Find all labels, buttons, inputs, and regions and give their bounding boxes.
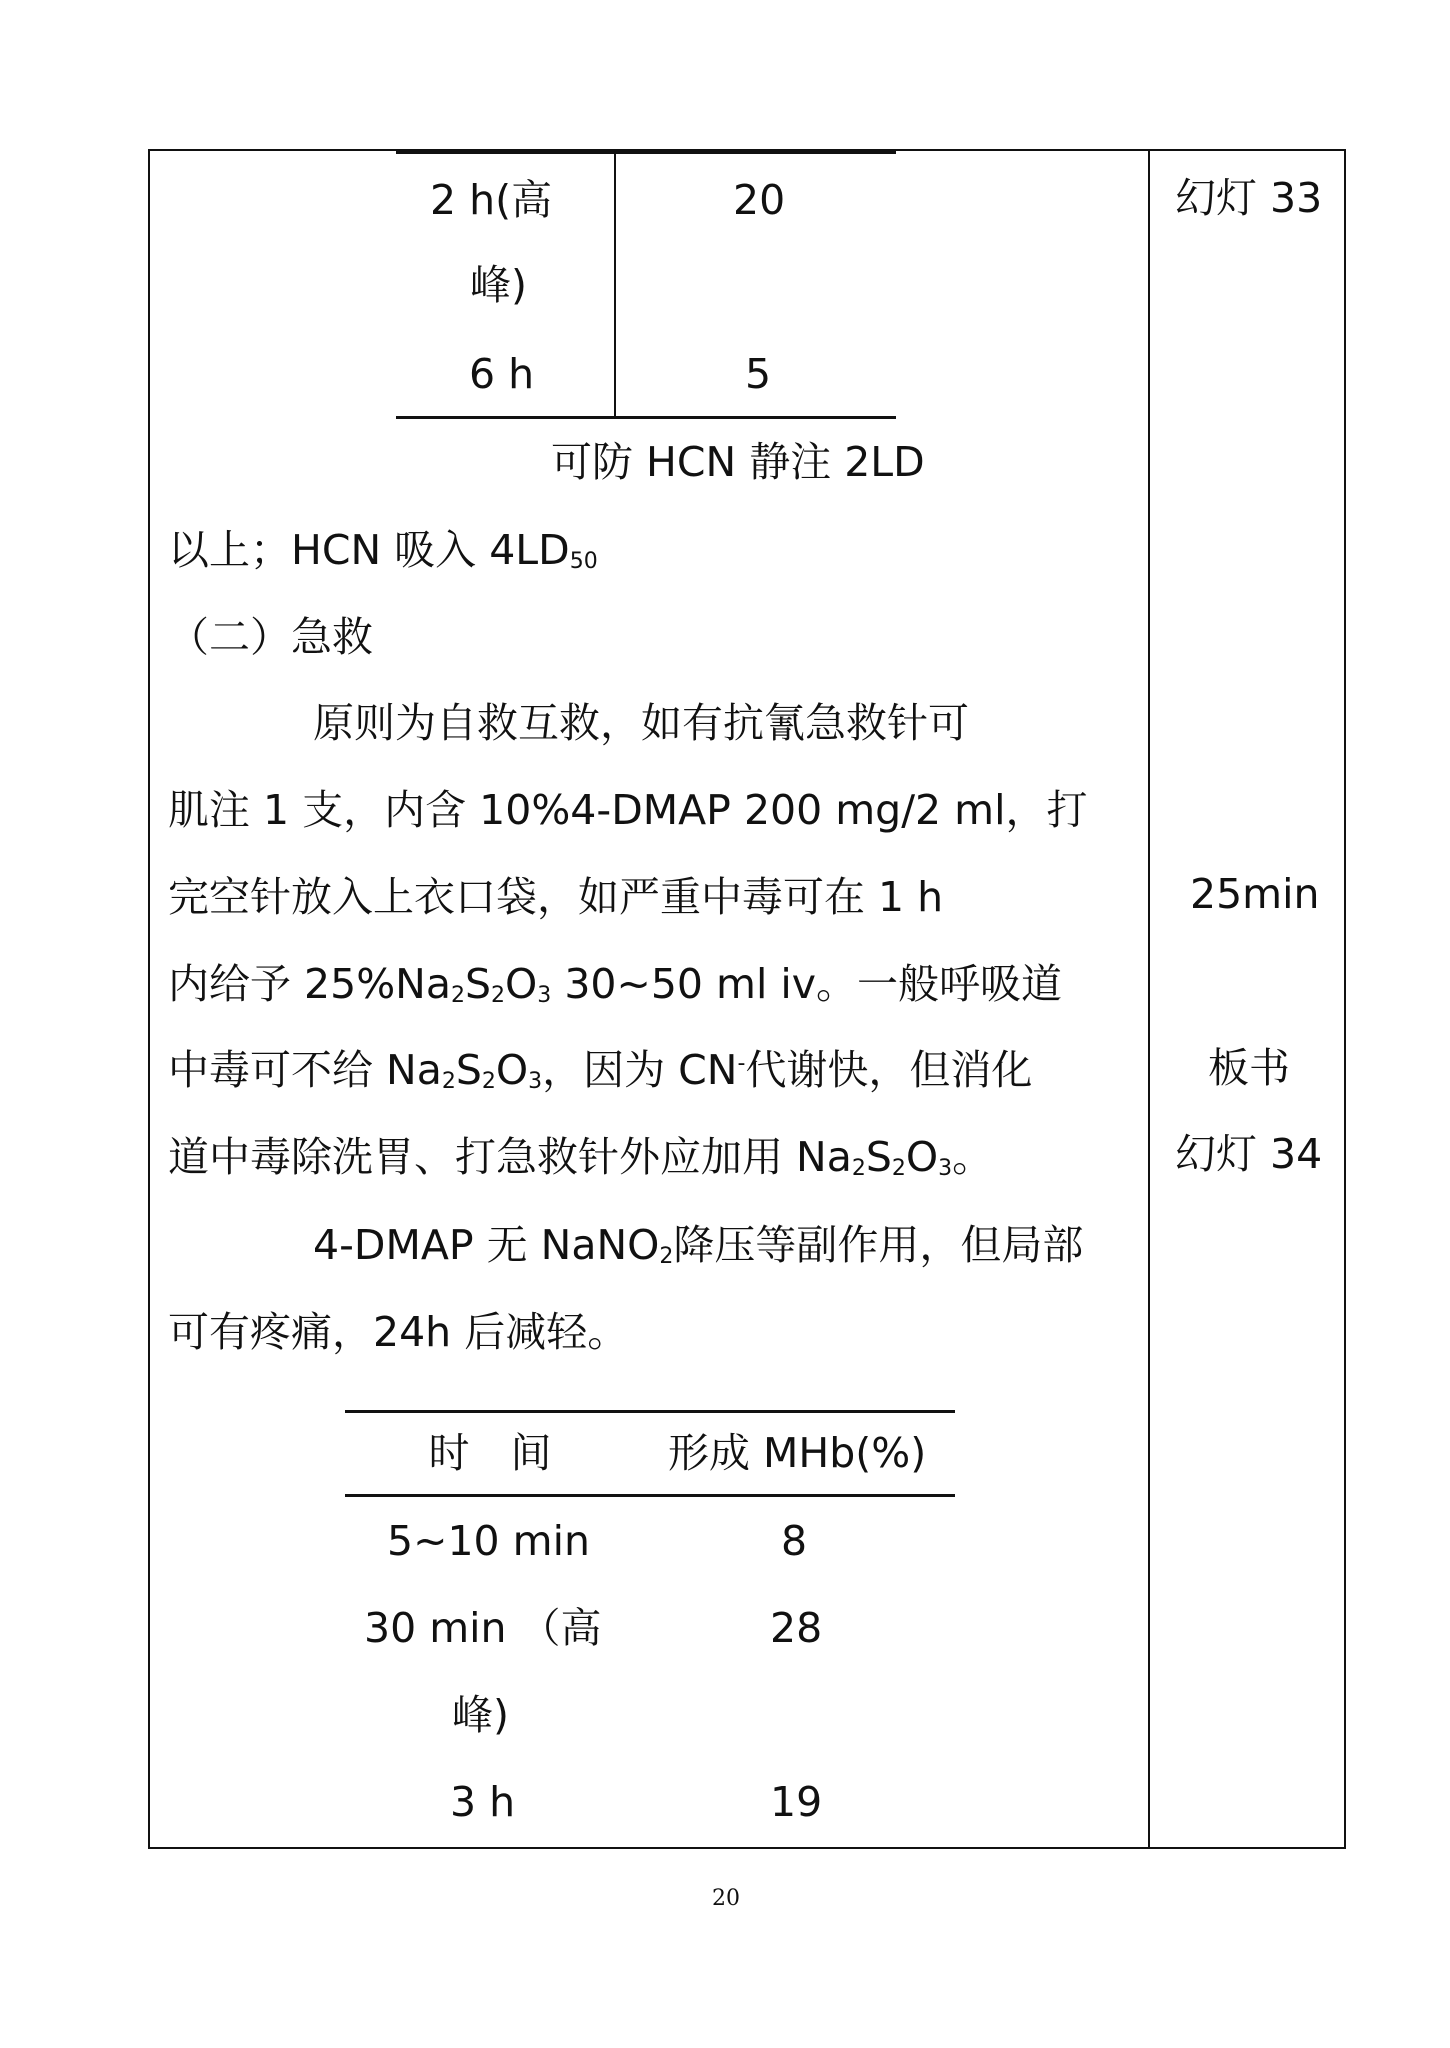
page-number: 20	[712, 1886, 740, 1911]
paragraph-line: 原则为自救互救，如有抗氰急救针可	[313, 699, 969, 747]
mhb-value-cell: 8	[781, 1517, 808, 1565]
mhb-table-header-rule	[345, 1494, 955, 1497]
mhb-value-cell: 28	[770, 1604, 823, 1652]
top-table-value-cell: 20	[733, 176, 786, 224]
top-table-bottom-rule	[396, 416, 896, 419]
section-heading: （二）急救	[168, 613, 373, 661]
mhb-table-top-rule	[345, 1410, 955, 1413]
mhb-header-value: 形成 MHb(%)	[668, 1429, 927, 1477]
paragraph-line: 肌注 1 支，内含 10%4-DMAP 200 mg/2 ml，打	[168, 786, 1088, 834]
paragraph-line: 4-DMAP 无 NaNO$_2$降压等副作用，但局部	[313, 1221, 1084, 1269]
paragraph-line: 中毒可不给 $Na_2S_2O_3$，因为 CN-代谢快，但消化	[168, 1046, 1033, 1094]
side-note-duration: 25min	[1190, 870, 1320, 918]
mhb-time-cell: 30 min （高	[364, 1604, 602, 1652]
paragraph-line: 可有疼痛，24h 后减轻。	[168, 1308, 629, 1356]
paragraph-line: 道中毒除洗胃、打急救针外应加用 $Na_2S_2O_3$。	[168, 1133, 994, 1181]
top-table-value-cell: 5	[745, 350, 772, 398]
top-table-time-cell: 2 h(高	[430, 176, 553, 224]
paragraph-line: 完空针放入上衣口袋，如严重中毒可在 1 h	[168, 873, 944, 921]
paragraph-line: 内给予 $25\%Na_2S_2O_3$ 30~50 ml iv。一般呼吸道	[168, 960, 1063, 1008]
top-table-column-rule	[614, 151, 616, 418]
top-table-time-cell-continued: 峰)	[470, 261, 527, 309]
top-table-top-rule	[396, 151, 896, 154]
top-table-time-cell: 6 h	[469, 350, 535, 398]
side-note-slide: 幻灯 34	[1175, 1130, 1323, 1178]
body-line: 可防 HCN 静注 2LD	[551, 438, 925, 486]
mhb-time-cell: 5~10 min	[387, 1517, 590, 1565]
side-note-board: 板书	[1208, 1044, 1290, 1092]
mhb-header-time: 时 间	[428, 1429, 552, 1477]
mhb-value-cell: 19	[770, 1778, 823, 1826]
column-divider	[1148, 149, 1150, 1849]
side-note-slide: 幻灯 33	[1175, 174, 1323, 222]
body-line: 以上；HCN 吸入 $4LD_{50}$	[168, 526, 598, 574]
mhb-time-cell: 3 h	[450, 1778, 516, 1826]
mhb-time-cell-continued: 峰)	[452, 1691, 509, 1739]
